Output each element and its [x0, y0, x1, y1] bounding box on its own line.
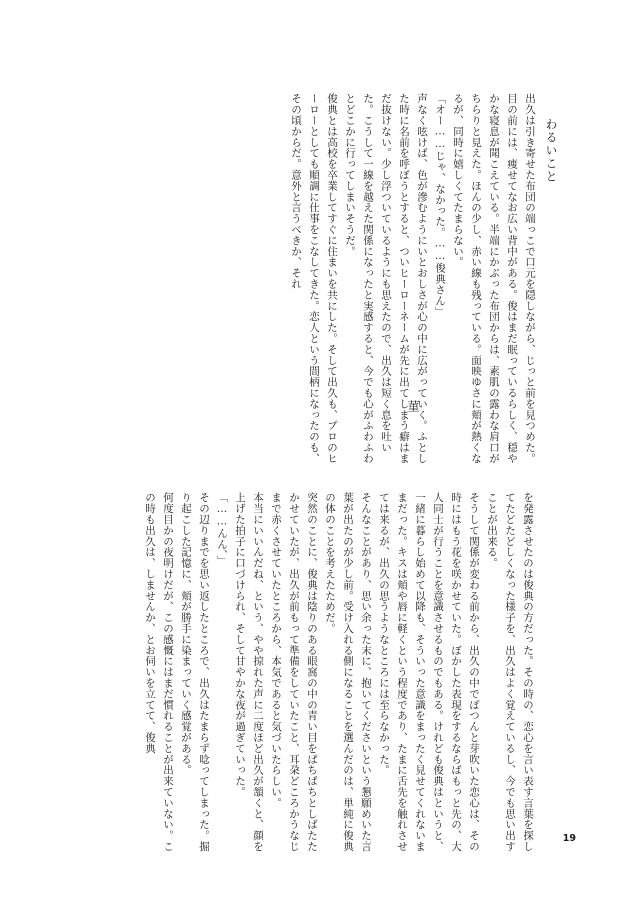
body-text-lower: を発露させたのは俊典の方だった。その時の、恋心を言い表す言葉を探してたどたどしくなった様子を、出久はよく覚えているし、今でも思い出すことが出来る。 そうして関係が変わる前から、出久の中でぽつんと芽吹いた恋心は、その時にはもう花を咲かせていた。ぼかした表現をするならばもっと先の、大人同士が行うことを意識させるものでもある。けれども俊典はというと、一緒に暮らし始めて以降も、そういった意識をまったく見せてくれないままだった。キスは頬や唇に軽くという程度であり、たまに舌先を触れさせては来るが、出久の思うようなところには至らなかった。 そんなことがあり、思い余った末に、抱いてくださいという懇願めいた言葉が出たのが少し前。受け入れる側になることを選んだのは、単純に俊典の体のことを考えたためだ。 突然のことに、俊典は陰りのある眼窩の中の青い目をぱちぱちとしばたたかせていたが、出久が前もって準備をしていたこと、耳朶どころかうなじまで赤くさせていたところから、本気であると気づいたらしい。 本当にいいんだね、という、やや掠れた声に二度ほど出久が頷くと、顔を上げた拍子に口づけられ、そして甘やかな夜が過ぎていった。 「……んん、」 その辺りまでを思い返したところで、出久はたまらず唸ってしまった。掘り起こした記憶に、頬が勝手に染まっていく感覚がある。 何度目かの夜明けだが、この感慨にはまだ慣れることが出来ていない。この時も出久は、しませんか、とお伺いを立てて、俊典 — [144, 492, 534, 852]
page-number: 19 — [562, 833, 576, 844]
story-title: わるいこと — [544, 118, 558, 183]
body-text-upper: 出久は引き寄せた布団の端っこで口元を隠しながら、じっと前を見つめた。 目の前には、痩せてなお広い背中がある。俊はまだ眠っているらしく、穏やかな寝息が聞こえている。半端にかぶった布団からは、素肌の露わな肩口がちらりと見えた。ほんの少し、赤い線も残っている。面映ゆさに頬が熱くなるが、同時に嬉しくてたまらない。 「オー……じゃ、なかった。……俊典さん」 声なく呟けば、色が滲むようにいとおしさが心の中に広がっていく。ふとした時に名前を呼ぼうとすると、ついヒーローネームが先に出てしまう癖はまだ抜けない。少し浮ついているようにも思えたので、出久は短く息を吐いた。こうして一線を越えた関係になったと実感すると、今でも心がふわふわとどこかに行ってしまいそうだ。 俊典とは高校を卒業してすぐに住まいを共にした。そして出久も、プロのヒーローとしても順調に仕事をこなしてきた。恋人という間柄になったのも、その頃からだ。意外と言うべきか、それ — [290, 93, 536, 464]
author-name: 菫 — [406, 400, 420, 413]
